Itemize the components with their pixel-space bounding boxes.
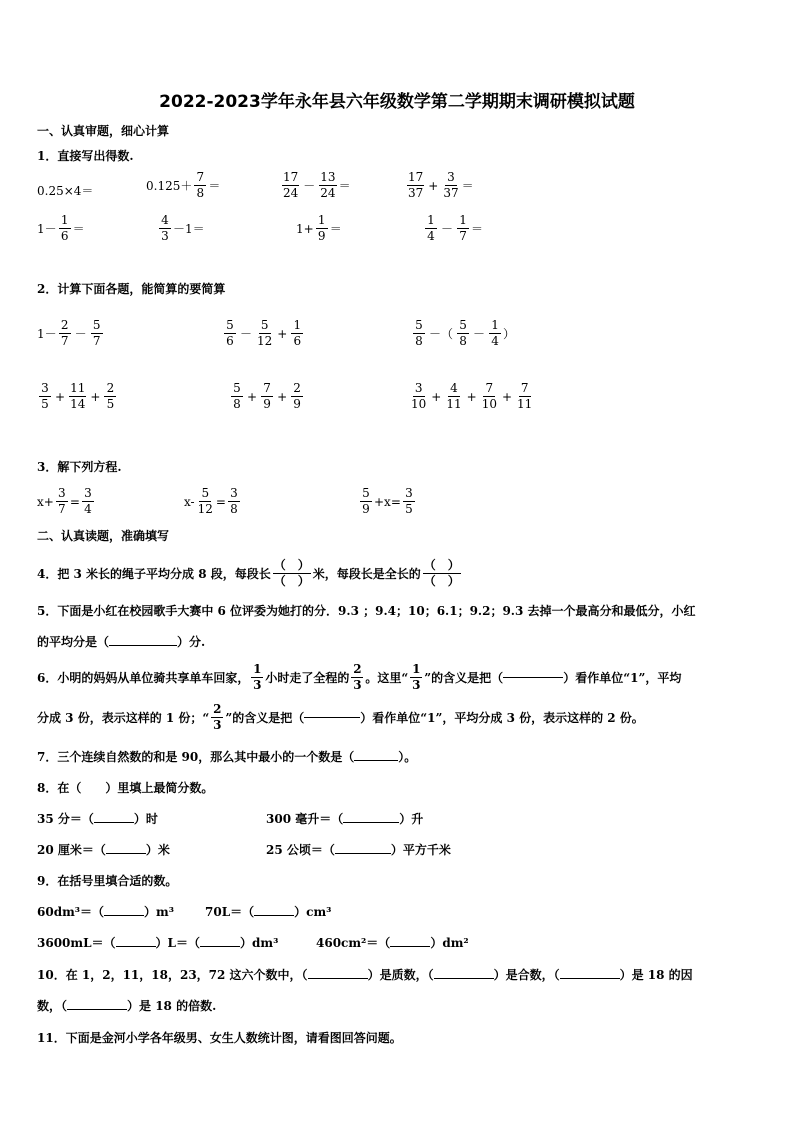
question-7: 7．三个连续自然数的和是 90，那么其中最小的一个数是（ ）。 [37, 750, 417, 764]
answer-blank[interactable] [335, 853, 391, 854]
q9-item-2: 70L＝（ ）cm³ [205, 905, 332, 919]
answer-blank[interactable] [200, 946, 240, 947]
fraction: $\frac{3}{5}$ [403, 486, 415, 517]
fraction: $\frac{3}{8}$ [228, 486, 240, 517]
fraction: $\frac{17}{24}$ [283, 170, 299, 200]
question-9-label: 9．在括号里填合适的数。 [37, 874, 178, 888]
fraction: $\frac{4}{3}$ [159, 213, 171, 244]
fraction: $\frac{5}{12}$ [257, 318, 273, 348]
question-2-label: 2．计算下面各题，能简算的要简算 [37, 282, 226, 296]
q9-item-1: 60dm³＝（ ）m³ [37, 905, 175, 919]
section-2-heading: 二、认真读题，准确填写 [37, 529, 170, 543]
fraction: $\frac{7}{11}$ [517, 381, 533, 411]
fraction: $\frac{2}{7}$ [59, 318, 71, 349]
fraction: $\frac{11}{14}$ [70, 381, 86, 411]
q1-item-6: $\frac{4}{3}$ －1＝ [157, 213, 205, 244]
q3-equation-3: $\frac{5}{9}$ +x= $\frac{3}{5}$ [358, 486, 417, 517]
fraction: $\frac{3}{7}$ [56, 486, 68, 517]
question-4: 4．把 3 米长的绳子平均分成 8 段，每段长 $\frac{( )}{( )}$ 米，每段长是全长的 $\frac{( )}{( )}$ [37, 558, 460, 588]
q2-item-2: $\frac{5}{6}$ － $\frac{5}{12}$ + $\frac{1}{6}$ [222, 318, 305, 349]
answer-blank[interactable] [308, 978, 368, 979]
fraction: $\frac{5}{8}$ [231, 381, 243, 412]
fraction: $\frac{1}{7}$ [457, 213, 469, 244]
fraction: $\frac{2}{9}$ [291, 381, 303, 412]
answer-blank[interactable] [254, 915, 294, 916]
answer-blank[interactable] [94, 822, 134, 823]
question-6-line-2: 分成 3 份，表示这样的 1 份；“ $\frac{2}{3}$ ”的含义是把（ ）看作单位“1”，平均分成 3 份，表示这样的 2 份。 [37, 702, 644, 732]
q1-item-4: $\frac{17}{37}$ + $\frac{3}{37}$ ＝ [408, 170, 474, 200]
answer-blank[interactable] [343, 822, 399, 823]
answer-blank[interactable] [434, 978, 494, 979]
q9-item-3: 3600mL＝（ ）L＝（ ）dm³ [37, 936, 279, 950]
q8-item-1: 35 分＝（ ）时 [37, 812, 158, 826]
question-3-label: 3．解下列方程. [37, 460, 122, 474]
q2-item-3: $\frac{5}{8}$ －（ $\frac{5}{8}$ － $\frac{1}{4}$ ） [411, 318, 515, 349]
q1-item-1 [37, 182, 93, 199]
fraction: $\frac{1}{3}$ [412, 662, 421, 692]
fraction: $\frac{3}{4}$ [82, 486, 94, 517]
page-title: 2022-2023学年永年县六年级数学第二学期期末调研模拟试题 [159, 92, 635, 112]
section-1-heading: 一、认真审题，细心计算 [37, 124, 170, 138]
q2-item-4: $\frac{3}{5}$ + $\frac{11}{14}$ + $\frac{2}{5}$ [37, 381, 118, 412]
fraction: $\frac{1}{3}$ [253, 662, 262, 692]
q1-item-5: 1－ $\frac{1}{6}$ ＝ [37, 213, 85, 243]
fraction: $\frac{1}{9}$ [316, 213, 328, 244]
q8-item-3: 20 厘米＝（ ）米 [37, 843, 170, 857]
fraction-blank[interactable]: $\frac{( )}{( )}$ [273, 558, 310, 588]
question-10-line-1: 10．在 1，2，11，18，23，72 这六个数中，（ ）是质数，（ ）是合数，（ ）是 18 的因 [37, 968, 693, 982]
fraction: $\frac{1}{4}$ [489, 318, 501, 349]
answer-blank[interactable] [67, 1009, 127, 1010]
fraction: $\frac{5}{7}$ [91, 318, 103, 349]
question-8-label: 8．在（ ）里填上最简分数。 [37, 781, 214, 795]
fraction: $\frac{5}{12}$ [197, 486, 213, 516]
fraction: $\frac{17}{37}$ [408, 170, 424, 200]
q1-item-7: 1+ $\frac{1}{9}$ ＝ [296, 213, 342, 243]
fraction: $\frac{7}{10}$ [481, 381, 497, 411]
fraction: $\frac{3}{10}$ [411, 381, 427, 411]
q3-equation-1: x+ $\frac{3}{7}$ = $\frac{3}{4}$ [37, 486, 96, 517]
answer-blank[interactable] [104, 915, 144, 916]
question-5-line-1: 5．下面是小红在校园歌手大赛中 6 位评委为她打的分．9.3 ；9.4；10；6.1；9.2；9.3 去掉一个最高分和最低分，小红 [37, 604, 696, 618]
question-11: 11．下面是金河小学各年级男、女生人数统计图，请看图回答问题。 [37, 1031, 402, 1045]
question-1-label: 1．直接写出得数. [37, 149, 134, 163]
answer-blank[interactable] [390, 946, 430, 947]
answer-blank[interactable] [106, 853, 146, 854]
expr-text: 0.125＋ [146, 179, 193, 193]
fraction: $\frac{2}{3}$ [353, 662, 362, 692]
q8-item-4: 25 公顷＝（ ）平方千米 [266, 843, 451, 857]
question-6-line-1: 6．小明的妈妈从单位骑共享单车回家， $\frac{1}{3}$ 小时走了全程的 $\frac{2}{3}$ 。这里“ $\frac{1}{3}$ ”的含义是把（ ）看作单位“1”，平均 [37, 662, 682, 692]
question-10-line-2: 数，（ ）是 18 的倍数. [37, 999, 217, 1013]
fraction: $\frac{5}{9}$ [360, 486, 372, 517]
question-5-line-2: 的平均分是（ ）分. [37, 635, 206, 649]
fraction: $\frac{5}{8}$ [413, 318, 425, 349]
fraction: $\frac{4}{11}$ [446, 381, 462, 411]
fraction: $\frac{1}{4}$ [425, 213, 437, 244]
fraction: $\frac{7}{8}$ [194, 170, 206, 201]
fraction: $\frac{13}{24}$ [320, 170, 336, 200]
fraction: $\frac{1}{6}$ [291, 318, 303, 349]
expr-text: 0.25×4＝ [37, 184, 94, 198]
q2-item-6: $\frac{3}{10}$ + $\frac{4}{11}$ + $\frac{7}{10}$ + $\frac{7}{11}$ [411, 381, 533, 411]
fraction: $\frac{5}{6}$ [224, 318, 236, 349]
fraction-blank[interactable]: $\frac{( )}{( )}$ [423, 558, 460, 588]
answer-blank[interactable] [560, 978, 620, 979]
fraction: $\frac{2}{3}$ [213, 702, 222, 732]
q3-equation-2: x- $\frac{5}{12}$ = $\frac{3}{8}$ [184, 486, 242, 517]
q8-item-2: 300 毫升＝（ ）升 [266, 812, 424, 826]
q2-item-5: $\frac{5}{8}$ + $\frac{7}{9}$ + $\frac{2}{9}$ [229, 381, 305, 412]
answer-blank[interactable] [116, 946, 156, 947]
answer-blank[interactable] [354, 760, 398, 761]
fraction: $\frac{3}{5}$ [39, 381, 51, 412]
fraction: $\frac{3}{37}$ [443, 170, 459, 200]
q2-item-1: 1－ $\frac{2}{7}$ － $\frac{5}{7}$ [37, 318, 105, 349]
fraction: $\frac{2}{5}$ [104, 381, 116, 412]
expr-text: ＝ [208, 179, 221, 193]
answer-blank[interactable] [109, 645, 177, 646]
fraction: $\frac{7}{9}$ [261, 381, 273, 412]
fraction: $\frac{1}{6}$ [59, 213, 71, 244]
answer-blank[interactable] [304, 717, 360, 718]
q1-item-8: $\frac{1}{4}$ － $\frac{1}{7}$ ＝ [423, 213, 483, 244]
q9-item-4: 460cm²＝（ ）dm² [316, 936, 469, 950]
answer-blank[interactable] [503, 677, 563, 678]
q1-item-2 [146, 170, 220, 201]
fraction: $\frac{5}{8}$ [457, 318, 469, 349]
q1-item-3: $\frac{17}{24}$ － $\frac{13}{24}$ ＝ [283, 170, 351, 200]
